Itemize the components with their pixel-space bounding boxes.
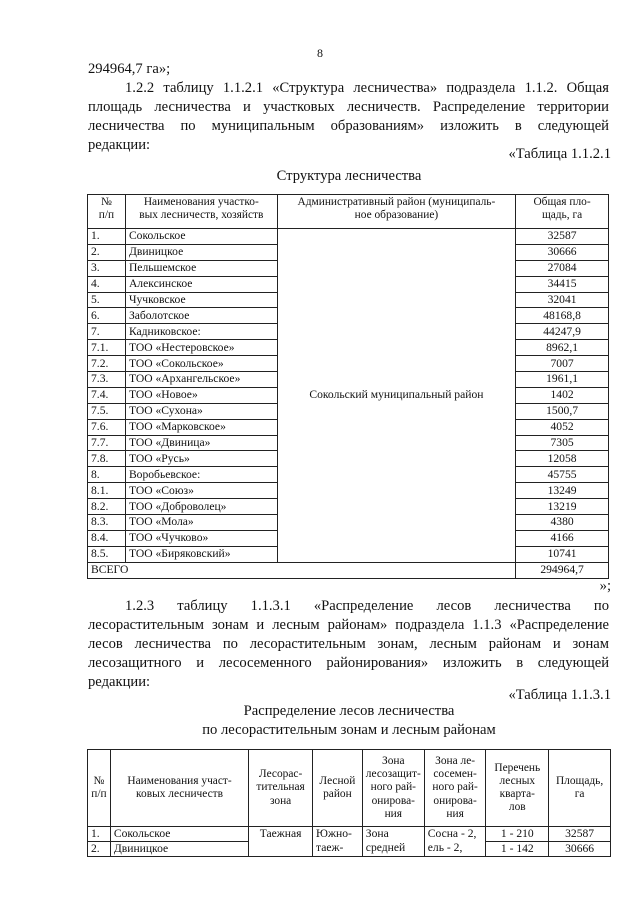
t2-protect-l1: Зона [365, 827, 389, 840]
row-name: Заболотское [125, 308, 277, 324]
t2-h-q-1: Перечень [494, 761, 541, 774]
row-name: ТОО «Русь» [125, 451, 277, 467]
row-area: 8962,1 [516, 340, 609, 356]
section-122-line-2: площадь лесничества и участковых лесничеств. Распределение территории [88, 99, 609, 115]
t2-h-seed-4: онирова- [433, 794, 477, 807]
row-name: ТОО «Архангельское» [125, 372, 277, 388]
row-name: ТОО «Союз» [125, 483, 277, 499]
t2-row-name: Двиницкое [110, 842, 248, 857]
t2-h-area-1: Площадь, [555, 774, 604, 787]
t2-row-quarters: 1 - 142 [486, 842, 549, 857]
structure-table [87, 194, 609, 579]
t2-region-l1: Южно- [315, 827, 352, 840]
t2-seed-l2: ель - 2, [427, 841, 463, 854]
header-area-l1: Общая пло- [533, 196, 591, 208]
table-row [88, 229, 609, 245]
row-area: 30666 [516, 244, 609, 260]
row-no: 7.7. [88, 435, 126, 451]
row-name: ТОО «Мола» [125, 515, 277, 531]
row-no: 8.1. [88, 483, 126, 499]
table1-title: Структура лесничества [276, 168, 422, 184]
header-area-l2: щадь, га [541, 209, 583, 221]
t2-header-name [110, 750, 248, 827]
row-area: 7007 [516, 356, 609, 372]
row-area: 34415 [516, 276, 609, 292]
row-no: 2. [88, 244, 126, 260]
header-name [125, 195, 277, 229]
t2-h-region-1: Лесной [319, 774, 356, 787]
row-no: 8.3. [88, 515, 126, 531]
t2-h-no-2: п/п [91, 788, 107, 800]
t2-row-name: Сокольское [110, 827, 248, 842]
row-area: 12058 [516, 451, 609, 467]
t2-h-area-2: га [574, 788, 585, 800]
row-name: ТОО «Биряковский» [125, 546, 277, 562]
row-no: 7.8. [88, 451, 126, 467]
header-no-l1: № [101, 196, 112, 208]
t2-h-zone-1: Лесорас- [258, 768, 303, 781]
t2-row-zone: Таежная [249, 827, 313, 857]
row-no: 8. [88, 467, 126, 483]
header-area [516, 195, 609, 229]
t2-h-seed-1: Зона ле- [435, 754, 476, 767]
total-label: ВСЕГО [88, 562, 516, 578]
header-no-l2: п/п [98, 209, 115, 221]
row-area: 32041 [516, 292, 609, 308]
t2-h-name-2: ковых лесничеств [136, 788, 224, 800]
row-name: Сокольское [125, 229, 277, 245]
row-area: 4380 [516, 515, 609, 531]
section-123-line-5: редакции: [88, 674, 151, 690]
table2-label: «Таблица 1.1.3.1 [508, 687, 611, 703]
row-no: 7.5. [88, 403, 126, 419]
t2-row-no: 2. [88, 842, 111, 857]
table1-closing: »; [599, 578, 611, 594]
row-name: ТОО «Доброволец» [125, 499, 277, 515]
t2-h-q-3: кварта- [499, 788, 535, 800]
section-122-line-3: лесничества по муниципальным образованиям» изложить в следующей [88, 118, 609, 134]
t2-h-protect-2: лесозащит- [365, 768, 421, 781]
t2-h-seed-5: ния [446, 807, 464, 820]
row-name: Воробьевское: [125, 467, 277, 483]
t2-h-seed-3: ного рай- [432, 781, 478, 794]
t2-h-no-1: № [93, 774, 105, 787]
t2-header-no [88, 750, 111, 827]
district-cell: Сокольский муниципальный район [277, 229, 515, 563]
row-area: 45755 [516, 467, 609, 483]
row-area: 7305 [516, 435, 609, 451]
header-name-l2: вых лесничеств, хозяйств [139, 209, 264, 221]
row-area: 44247,9 [516, 324, 609, 340]
section-123-line-1: 1.2.3 таблицу 1.1.3.1 «Распределение лесов лесничества по [125, 598, 609, 614]
section-122-line-4: редакции: [88, 137, 151, 153]
row-no: 7.6. [88, 419, 126, 435]
row-area: 13219 [516, 499, 609, 515]
row-name: Пельшемское [125, 260, 277, 276]
t2-row-area: 32587 [549, 827, 611, 842]
t2-header-quarters [486, 750, 549, 827]
t2-header-area [549, 750, 611, 827]
row-area: 1402 [516, 387, 609, 403]
row-no: 7.2. [88, 356, 126, 372]
header-district-l1: Административный район (муниципаль- [297, 196, 496, 208]
t2-h-zone-3: зона [269, 794, 292, 807]
t2-row-seed [424, 827, 486, 857]
page-number: 8 [317, 46, 323, 60]
t2-protect-l2: средней [365, 841, 406, 854]
row-no: 7. [88, 324, 126, 340]
table2-title-line-2: по лесорастительным зонам и лесным районам [202, 722, 496, 738]
t2-region-l2: таеж- [315, 841, 344, 854]
row-area: 27084 [516, 260, 609, 276]
section-122-line-1: 1.2.2 таблицу 1.1.2.1 «Структура лесничества» подраздела 1.1.2. Общая [125, 80, 609, 96]
row-no: 8.4. [88, 530, 126, 546]
row-no: 4. [88, 276, 126, 292]
t2-row-no: 1. [88, 827, 111, 842]
t2-h-q-4: лов [508, 801, 526, 814]
t2-h-zone-2: тительная [256, 781, 305, 794]
row-area: 48168,8 [516, 308, 609, 324]
row-area: 13249 [516, 483, 609, 499]
t2-row-region [312, 827, 362, 857]
section-123-line-4: лесозащитного и лесосеменного районирования» изложить в следующей [88, 655, 609, 671]
header-no [88, 195, 126, 229]
t2-h-protect-3: ного рай- [370, 781, 416, 794]
row-no: 7.4. [88, 387, 126, 403]
row-area: 4166 [516, 530, 609, 546]
t2-row-area: 30666 [549, 842, 611, 857]
header-district [277, 195, 515, 229]
row-no: 8.5. [88, 546, 126, 562]
row-no: 1. [88, 229, 126, 245]
row-name: ТОО «Нестеровское» [125, 340, 277, 356]
header-name-l1: Наименования участко- [143, 196, 259, 208]
row-no: 7.3. [88, 372, 126, 388]
row-no: 3. [88, 260, 126, 276]
row-no: 5. [88, 292, 126, 308]
t2-h-region-2: район [323, 788, 352, 800]
header-district-l2: ное образование) [354, 209, 439, 221]
t2-header-seed [424, 750, 486, 827]
table2-header-row [88, 750, 611, 827]
section-123-line-2: лесорастительным зонам и лесным районам» подраздела 1.1.3 «Распределение [88, 617, 609, 633]
row-no: 7.1. [88, 340, 126, 356]
total-row [88, 562, 609, 578]
row-area: 32587 [516, 229, 609, 245]
table2-title-line-1: Распределение лесов лесничества [243, 703, 455, 719]
row-name: ТОО «Сокольское» [125, 356, 277, 372]
row-name: ТОО «Марковское» [125, 419, 277, 435]
row-name: Кадниковское: [125, 324, 277, 340]
row-name: Алексинское [125, 276, 277, 292]
t2-header-zone [249, 750, 313, 827]
row-no: 8.2. [88, 499, 126, 515]
section-123-line-3: лесов лесничества по лесорастительным зонам, лесным районам и зонам [88, 636, 609, 652]
previous-text-line: 294964,7 га»; [88, 61, 171, 77]
table1-label: «Таблица 1.1.2.1 [508, 146, 611, 162]
t2-h-protect-5: ния [384, 807, 402, 820]
t2-h-name-1: Наименования участ- [127, 774, 232, 787]
t2-h-q-2: лесных [499, 774, 536, 787]
row-area: 10741 [516, 546, 609, 562]
row-no: 6. [88, 308, 126, 324]
distribution-table [87, 749, 611, 857]
total-value: 294964,7 [516, 562, 609, 578]
row-name: ТОО «Сухона» [125, 403, 277, 419]
t2-h-protect-4: онирова- [371, 794, 415, 807]
table-row [88, 827, 611, 842]
t2-h-protect-1: Зона [382, 754, 405, 767]
row-name: Двиницкое [125, 244, 277, 260]
t2-h-seed-2: сосемен- [433, 768, 477, 781]
row-area: 1961,1 [516, 372, 609, 388]
t2-row-quarters: 1 - 210 [486, 827, 549, 842]
t2-header-region [312, 750, 362, 827]
row-name: ТОО «Двиница» [125, 435, 277, 451]
t2-seed-l1: Сосна - 2, [427, 827, 477, 840]
t2-header-protect [362, 750, 424, 827]
row-name: ТОО «Чучково» [125, 530, 277, 546]
table1-header-row [88, 195, 609, 229]
row-area: 1500,7 [516, 403, 609, 419]
t2-row-protect [362, 827, 424, 857]
row-area: 4052 [516, 419, 609, 435]
row-name: Чучковское [125, 292, 277, 308]
row-name: ТОО «Новое» [125, 387, 277, 403]
